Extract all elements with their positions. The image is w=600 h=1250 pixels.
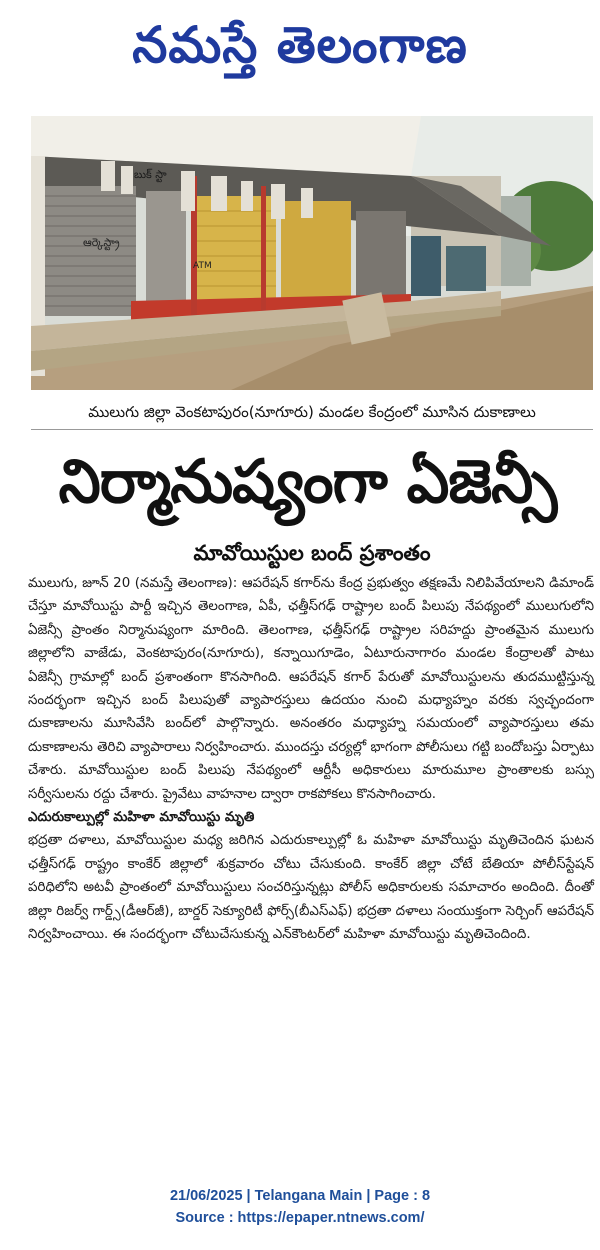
article-headline: నిర్మానుష్యంగా ఏజెన్సీ <box>58 447 557 517</box>
newspaper-masthead <box>0 0 600 92</box>
article-paragraph: భద్రతా దళాలు, మావోయిస్టుల మధ్య జరిగిన ఎదురుకాల్పుల్లో ఓ మహిళా మావోయిస్టు మృతిచెందిన ఘటన ఛత్తీస్‌గఢ్ రాష్ట్రం కాంకేర్ జిల్లాలో శుక్రవారం చోటు చేసుకుంది. కాంకేర్ జిల్లా చోటే బేతియా పోలీస్‌స్టేషన్ పరిధిలోని అటవీ ప్రాంతంలో మావోయిస్టులు సంచరిస్తున్నట్లు పోలీస్ అధికారులకు సమాచారం అందింది. దీంతో జిల్లా రిజర్వ్ గార్డ్స్(డీఆర్‌జీ), బార్డర్ సెక్యూరిటీ ఫోర్స్(బీఎస్‌ఎఫ్) భద్రతా దళాలు సంయుక్తంగా సెర్చింగ్ ఆపరేషన్ నిర్వహించాయి. ఈ సందర్భంగా చోటుచేసుకున్న ఎన్‌కౌంటర్‌లో మహిళా మావోయిస్టు మృతిచెందింది. <box>28 833 594 943</box>
masthead-title: నమస్తే తెలంగాణ <box>132 16 468 74</box>
shops-closed-photo <box>31 116 593 390</box>
article-subheadline: మావోయిస్టుల బంద్ ప్రశాంతం <box>193 541 431 565</box>
clipping-footer <box>0 1185 600 1229</box>
edition-line: 21/06/2025 | Telangana Main | Page : 8 <box>169 1188 431 1204</box>
shop-sign-2: ఆర్కెస్ట్రా <box>83 236 120 249</box>
article-subsection-title: ఎదురుకాల్పుల్లో మహిళా మావోయిస్టు మృతి <box>28 810 255 826</box>
news-photo <box>31 116 593 390</box>
divider <box>31 429 593 430</box>
article-paragraph: ములుగు, జూన్ 20 (నమస్తే తెలంగాణ): ఆపరేషన్ కగార్‌ను కేంద్ర ప్రభుత్వం తక్షణమే నిలిపివేయాలని డిమాండ్ చేస్తూ మావోయిస్టు పార్టీ ఇచ్చిన తెలంగాణ, ఏపీ, ఛత్తీస్‌గఢ్ రాష్ట్రాల బంద్ పిలుపు నేపథ్యంలో ములుగులోని ఏజెన్సీ ప్రాంతం నిర్మానుష్యంగా మారింది. తెలంగాణ, ఛత్తీస్‌గఢ్ రాష్ట్రాల సరిహద్దు ప్రాంతమైన ములుగు జిల్లాలోని వాజేడు, వెంకటాపురం(నూగూరు), కన్నాయిగూడెం, ఏటూరునాగారం మండల కేంద్రాలతో పాటు ఏజెన్సీ గ్రామాల్లో బంద్ ప్రశాంతంగా కొనసాగింది. ఆపరేషన్ కగార్ పేరుతో మావోయిస్టులను తుదముట్టిస్తున్న సందర్భంగా ఇచ్చిన బంద్ పిలుపుతో వ్యాపారస్తులు ఉదయం నుంచి మధ్యాహ్నం వరకు స్వచ్ఛందంగా దుకాణాలను మూసివేసి బంద్‌లో పాల్గొన్నారు. అనంతరం మధ్యాహ్న సమయంలో వ్యాపారస్తులు తమ దుకాణాలను తెరిచి వ్యాపారాలు నిర్వహించారు. ముందస్తు చర్యల్లో భాగంగా పోలీసులు గట్టి బందోబస్తు ఏర్పాటు చేశారు. మావోయిస్టుల బంద్ పిలుపు నేపథ్యంలో ఆర్టీసీ అధికారులు మారుమూల ప్రాంతాలకు బస్సు సర్వీసులను రద్దు చేశారు. ప్రైవేటు వాహనాల ద్వారా రాకపోకలు కొనసాగించారు. <box>28 576 595 802</box>
shop-sign-1: బుక్ స్టా <box>134 168 167 181</box>
source-line: Source : https://epaper.ntnews.com/ <box>175 1210 425 1226</box>
article-body <box>28 572 594 947</box>
atm-sign: ATM <box>193 261 212 271</box>
photo-caption: ములుగు జిల్లా వెంకటాపురం(నూగూరు) మండల కేంద్రంలో మూసిన దుకాణాలు <box>88 403 536 421</box>
